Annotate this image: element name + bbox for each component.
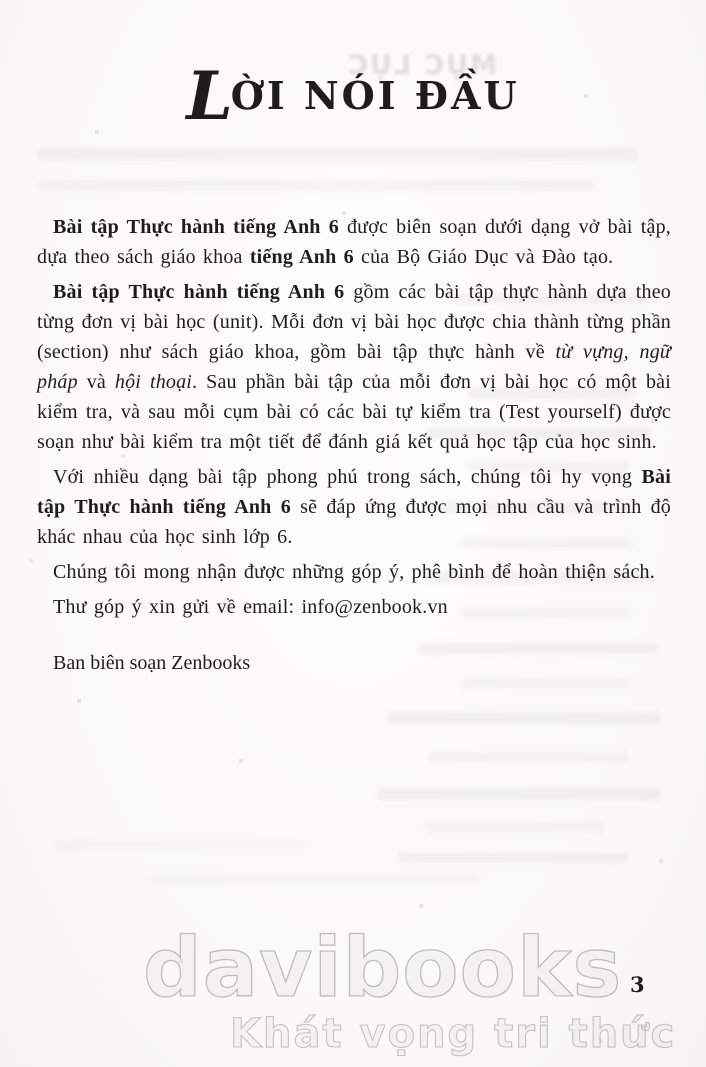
watermark-logo: davibooks xyxy=(143,921,623,1016)
bleed-through-smudge xyxy=(378,788,660,800)
bleed-through-smudge xyxy=(55,840,305,850)
bleed-through-smudge xyxy=(38,180,593,191)
title-text: ỜI NÓI ĐẦU xyxy=(230,73,520,118)
preface-body xyxy=(37,212,671,678)
bleed-through-smudge xyxy=(462,678,630,688)
body-paragraphs xyxy=(37,212,671,622)
paragraph: Bài tập Thực hành tiếng Anh 6 gồm các bài tập thực hành dựa theo từng đơn vị bài học (unit). Mỗi đơn vị bài học được chia thành từng phần (section) như sách giáo khoa, gồm bài tập thực hành về từ vựng, ngữ pháp và hội thoại. Sau phần bài tập của mỗi đơn vị bài học có một bài kiểm tra, và sau mỗi cụm bài có các bài tự kiểm tra (Test yourself) được soạn như bài kiểm tra một tiết để đánh giá kết quả học tập của học sinh. xyxy=(37,281,672,453)
bleed-through-smudge xyxy=(150,874,480,884)
paragraph: Chúng tôi mong nhận được những góp ý, phê bình để hoàn thiện sách. xyxy=(53,561,655,583)
paragraph: Bài tập Thực hành tiếng Anh 6 được biên soạn dưới dạng vở bài tập, dựa theo sách giáo khoa tiếng Anh 6 của Bộ Giáo Dục và Đào tạo. xyxy=(37,216,671,268)
bleed-through-smudge xyxy=(428,752,628,762)
watermark-slogan: Khát vọng tri thức xyxy=(230,1011,677,1057)
bleed-through-title: MỤC LỤC xyxy=(346,50,497,81)
page-number: 3 xyxy=(630,972,645,997)
bleed-through-smudge xyxy=(425,822,605,832)
paragraph: Với nhiều dạng bài tập phong phú trong sách, chúng tôi hy vọng Bài tập Thực hành tiếng Anh 6 sẽ đáp ứng được mọi nhu cầu và trình độ khác nhau của học sinh lớp 6. xyxy=(37,466,672,548)
scan-noise-specks xyxy=(0,0,2,2)
bleed-through-smudge xyxy=(38,148,638,161)
title-script-initial: L xyxy=(186,57,231,135)
paragraph: Thư góp ý xin gửi về email: info@zenbook.vn xyxy=(53,596,448,618)
bleed-through-smudge xyxy=(388,712,660,724)
signature-line: Ban biên soạn Zenbooks xyxy=(53,652,251,674)
bleed-through-smudge xyxy=(398,853,628,863)
